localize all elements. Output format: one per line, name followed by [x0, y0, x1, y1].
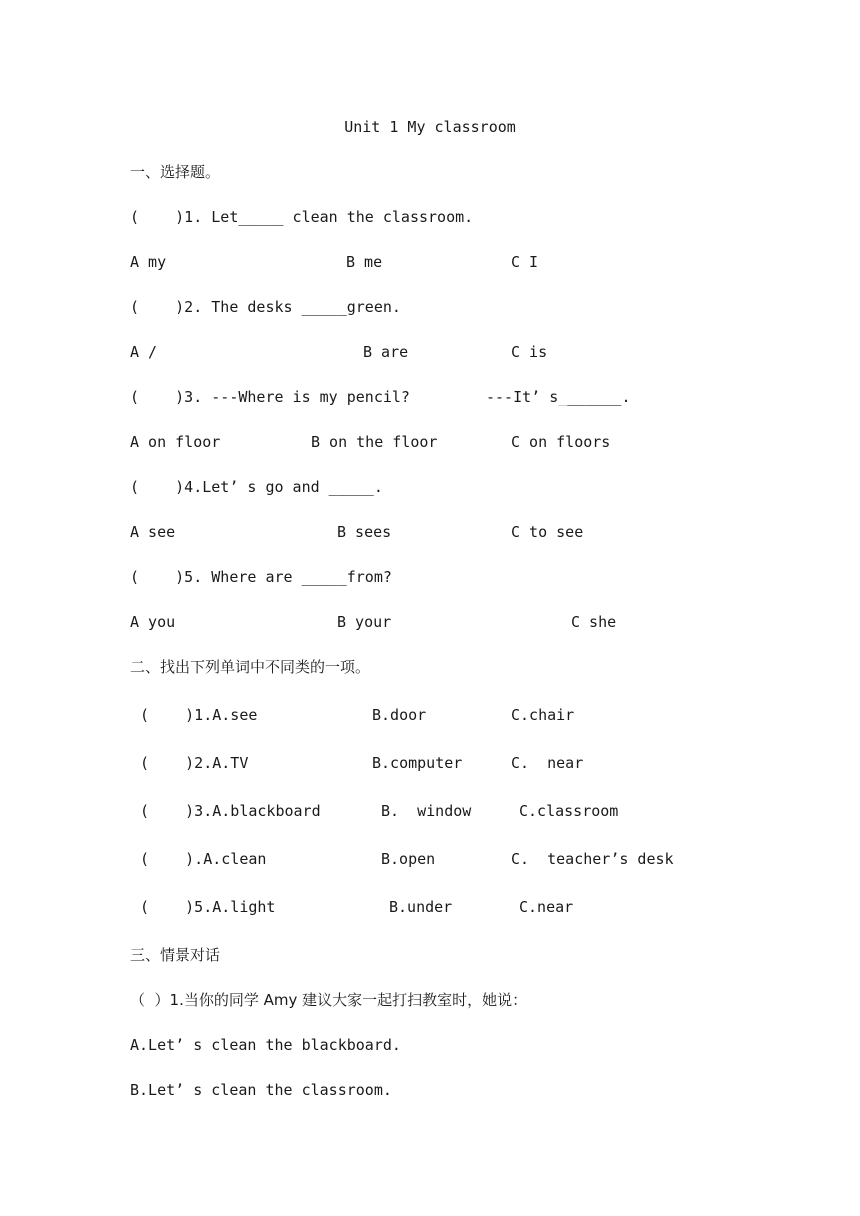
q1-option-c: C I [511, 253, 539, 271]
odd-one-out-option-c: C.classroom [519, 802, 619, 820]
q4-option-c: C to see [511, 523, 584, 541]
question-1: ( )1. Let_____ clean the classroom. [130, 208, 474, 226]
odd-one-out-option-c: C. teacher’s desk [511, 850, 674, 868]
odd-one-out-row: ( )3.A.blackboard [140, 802, 321, 820]
dialogue-option-b: B.Let’ s clean the classroom. [130, 1081, 392, 1099]
section2-heading: 二、找出下列单词中不同类的一项。 [130, 658, 371, 676]
odd-one-out-option-b: B.computer [372, 754, 463, 772]
section1-heading: 一、选择题。 [130, 163, 221, 181]
q1-option-b: B me [346, 253, 383, 271]
q3-answer-line [486, 387, 631, 407]
dialogue-option-a: A.Let’ s clean the blackboard. [130, 1036, 401, 1054]
section3-heading: 三、情景对话 [130, 946, 221, 964]
odd-one-out-option-c: C. near [511, 754, 584, 772]
q4-option-a: A see [130, 523, 176, 541]
odd-one-out-option-b: B.door [372, 706, 427, 724]
odd-one-out-option-b: B.under [389, 898, 453, 916]
odd-one-out-option-c: C.near [519, 898, 574, 916]
q4-option-b: B sees [337, 523, 392, 541]
q3-option-b: B on the floor [311, 433, 438, 451]
q3-answer-mark: _ [558, 388, 568, 406]
q1-option-a: A my [130, 253, 167, 271]
q5-option-a: A you [130, 613, 176, 631]
odd-one-out-option-c: C.chair [511, 706, 575, 724]
q3-option-a: A on floor [130, 433, 221, 451]
q3-option-c: C on floors [511, 433, 611, 451]
question-3: ( )3. ---Where is my pencil? [130, 388, 410, 406]
q3-answer-prefix: ---It’ s [486, 388, 559, 406]
question-5: ( )5. Where are _____from? [130, 568, 392, 586]
odd-one-out-row: ( )1.A.see [140, 706, 258, 724]
worksheet-title: Unit 1 My classroom [344, 118, 516, 136]
q5-option-c: C she [571, 613, 617, 631]
dialogue-question-1: （ ）1.当你的同学 Amy 建议大家一起打扫教室时，她说： [130, 991, 528, 1009]
q2-option-a: A / [130, 343, 158, 361]
odd-one-out-row: ( ).A.clean [140, 850, 267, 868]
question-2: ( )2. The desks _____green. [130, 298, 401, 316]
q3-answer-suffix: ______. [567, 388, 631, 406]
odd-one-out-option-b: B.open [381, 850, 436, 868]
odd-one-out-row: ( )5.A.light [140, 898, 276, 916]
question-4: ( )4.Let’ s go and _____. [130, 478, 383, 496]
odd-one-out-option-b: B. window [381, 802, 472, 820]
q2-option-b: B are [363, 343, 409, 361]
q5-option-b: B your [337, 613, 392, 631]
odd-one-out-row: ( )2.A.TV [140, 754, 249, 772]
q2-option-c: C is [511, 343, 548, 361]
